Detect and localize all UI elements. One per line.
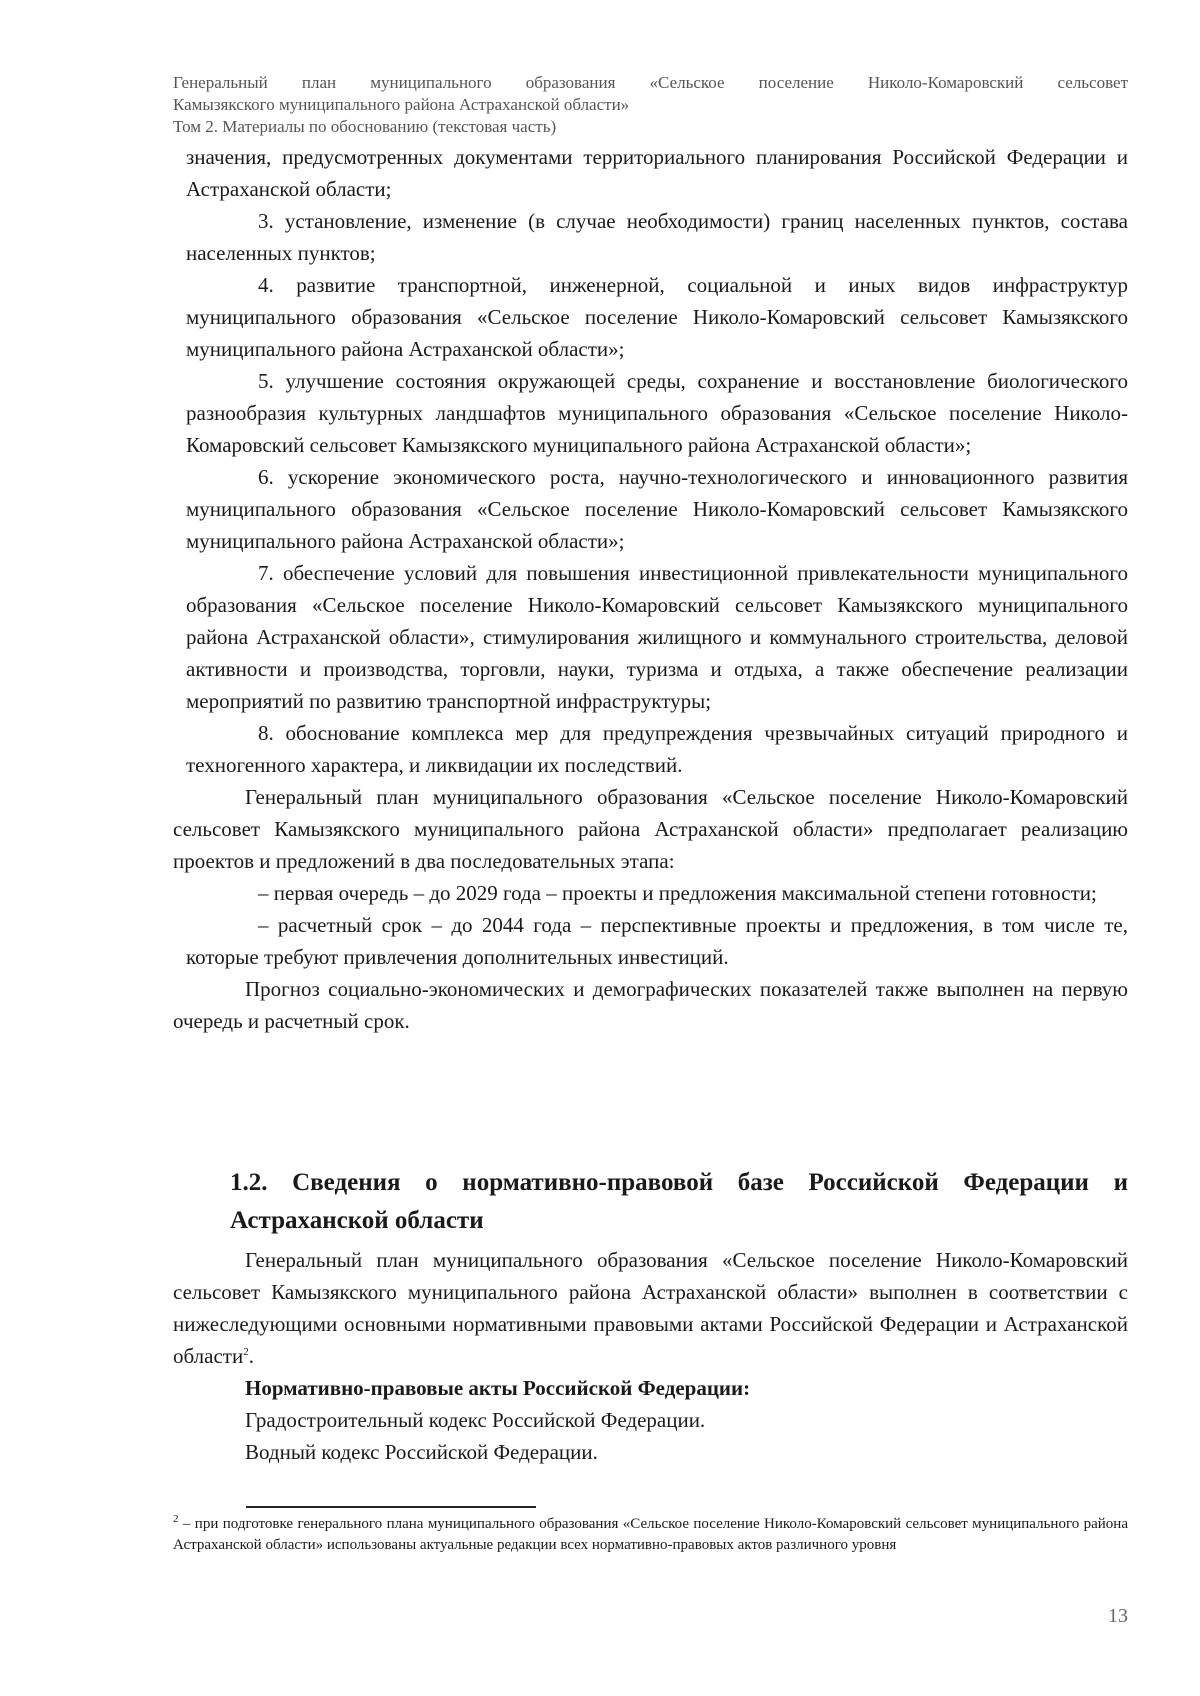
list-item: 7. обеспечение условий для повышения инвестиционной привлекательности муниципального образования «Сельское поселение Николо-Комаровский сельсовет Камызякского муниципального района Астраханской области», стимулирования жилищного и коммунального строительства, деловой активности и производства, торговли, науки, туризма и отдыха, а также обеспечение реализации мероприятий по развитию транспортной инфраструктуры; bbox=[186, 561, 1128, 713]
section-heading: 1.2. Сведения о нормативно-правовой базе Российской Федерации и Астраханской области bbox=[230, 1169, 1128, 1234]
footnote-separator bbox=[246, 1506, 536, 1508]
body-text bbox=[173, 141, 1128, 1037]
list-item: 4. развитие транспортной, инженерной, социальной и иных видов инфраструктур муниципального образования «Сельское поселение Николо-Комаровский сельсовет Камызякского муниципального района Астраханской области»; bbox=[186, 273, 1128, 361]
list-item: 5. улучшение состояния окружающей среды, сохранение и восстановление биологического разнообразия культурных ландшафтов муниципального образования «Сельское поселение Николо-Комаровский сельсовет Камызякского муниципального района Астраханской области»; bbox=[186, 369, 1128, 457]
section-intro-end: . bbox=[248, 1344, 254, 1368]
list-item: 3. установление, изменение (в случае необходимости) границ населенных пунктов, состава населенных пунктов; bbox=[186, 209, 1128, 265]
header-line-2: Камызякского муниципального района Астраханской области» bbox=[173, 95, 630, 114]
footnote-reference[interactable]: 2 bbox=[243, 1346, 249, 1358]
act-item: Водный кодекс Российской Федерации. bbox=[245, 1440, 598, 1464]
stage-item: – первая очередь – до 2029 года – проекты и предложения максимальной степени готовности; bbox=[258, 881, 1097, 905]
running-header bbox=[173, 72, 1128, 138]
paragraph-continuation: значения, предусмотренных документами территориального планирования Российской Федерации и Астраханской области; bbox=[186, 145, 1128, 201]
list-item: 6. ускорение экономического роста, научно-технологического и инновационного развития муниципального образования «Сельское поселение Николо-Комаровский сельсовет Камызякского муниципального района Астраханской области»; bbox=[186, 465, 1128, 553]
footnote-marker: 2 bbox=[173, 1513, 179, 1525]
section-intro-paragraph bbox=[173, 1244, 1128, 1372]
page-number: 13 bbox=[1108, 1605, 1128, 1627]
acts-title: Нормативно-правовые акты Российской Федерации: bbox=[245, 1376, 751, 1400]
list-item: 8. обоснование комплекса мер для предупреждения чрезвычайных ситуаций природного и техногенного характера, и ликвидации их последствий. bbox=[186, 721, 1128, 777]
forecast-paragraph: Прогноз социально-экономических и демографических показателей также выполнен на первую очередь и расчетный срок. bbox=[173, 977, 1128, 1033]
footnote bbox=[173, 1514, 1128, 1556]
stages-intro-paragraph: Генеральный план муниципального образования «Сельское поселение Николо-Комаровский сельсовет Камызякского муниципального района Астраханской области» предполагает реализацию проектов и предложений в два последовательных этапа: bbox=[173, 785, 1128, 873]
act-item: Градостроительный кодекс Российской Федерации. bbox=[245, 1408, 706, 1432]
section-body bbox=[173, 1244, 1128, 1468]
section-intro-text: Генеральный план муниципального образования «Сельское поселение Николо-Комаровский сельсовет Камызякского муниципального района Астраханской области» выполнен в соответствии с нижеследующими основными нормативными правовыми актами Российской Федерации и Астраханской области bbox=[173, 1248, 1128, 1368]
header-line-3: Том 2. Материалы по обоснованию (текстовая часть) bbox=[173, 117, 557, 136]
header-line-1: Генеральный план муниципального образования «Сельское поселение Николо-Комаровский сельсовет bbox=[173, 73, 1128, 92]
footnote-text: – при подготовке генерального плана муниципального образования «Сельское поселение Николо-Комаровский сельсовет муниципального района Астраханской области» использованы актуальные редакции всех нормативно-правовых актов различного уровня bbox=[173, 1516, 1128, 1553]
stage-item: – расчетный срок – до 2044 года – перспективные проекты и предложения, в том числе те, которые требуют привлечения дополнительных инвестиций. bbox=[186, 913, 1128, 969]
